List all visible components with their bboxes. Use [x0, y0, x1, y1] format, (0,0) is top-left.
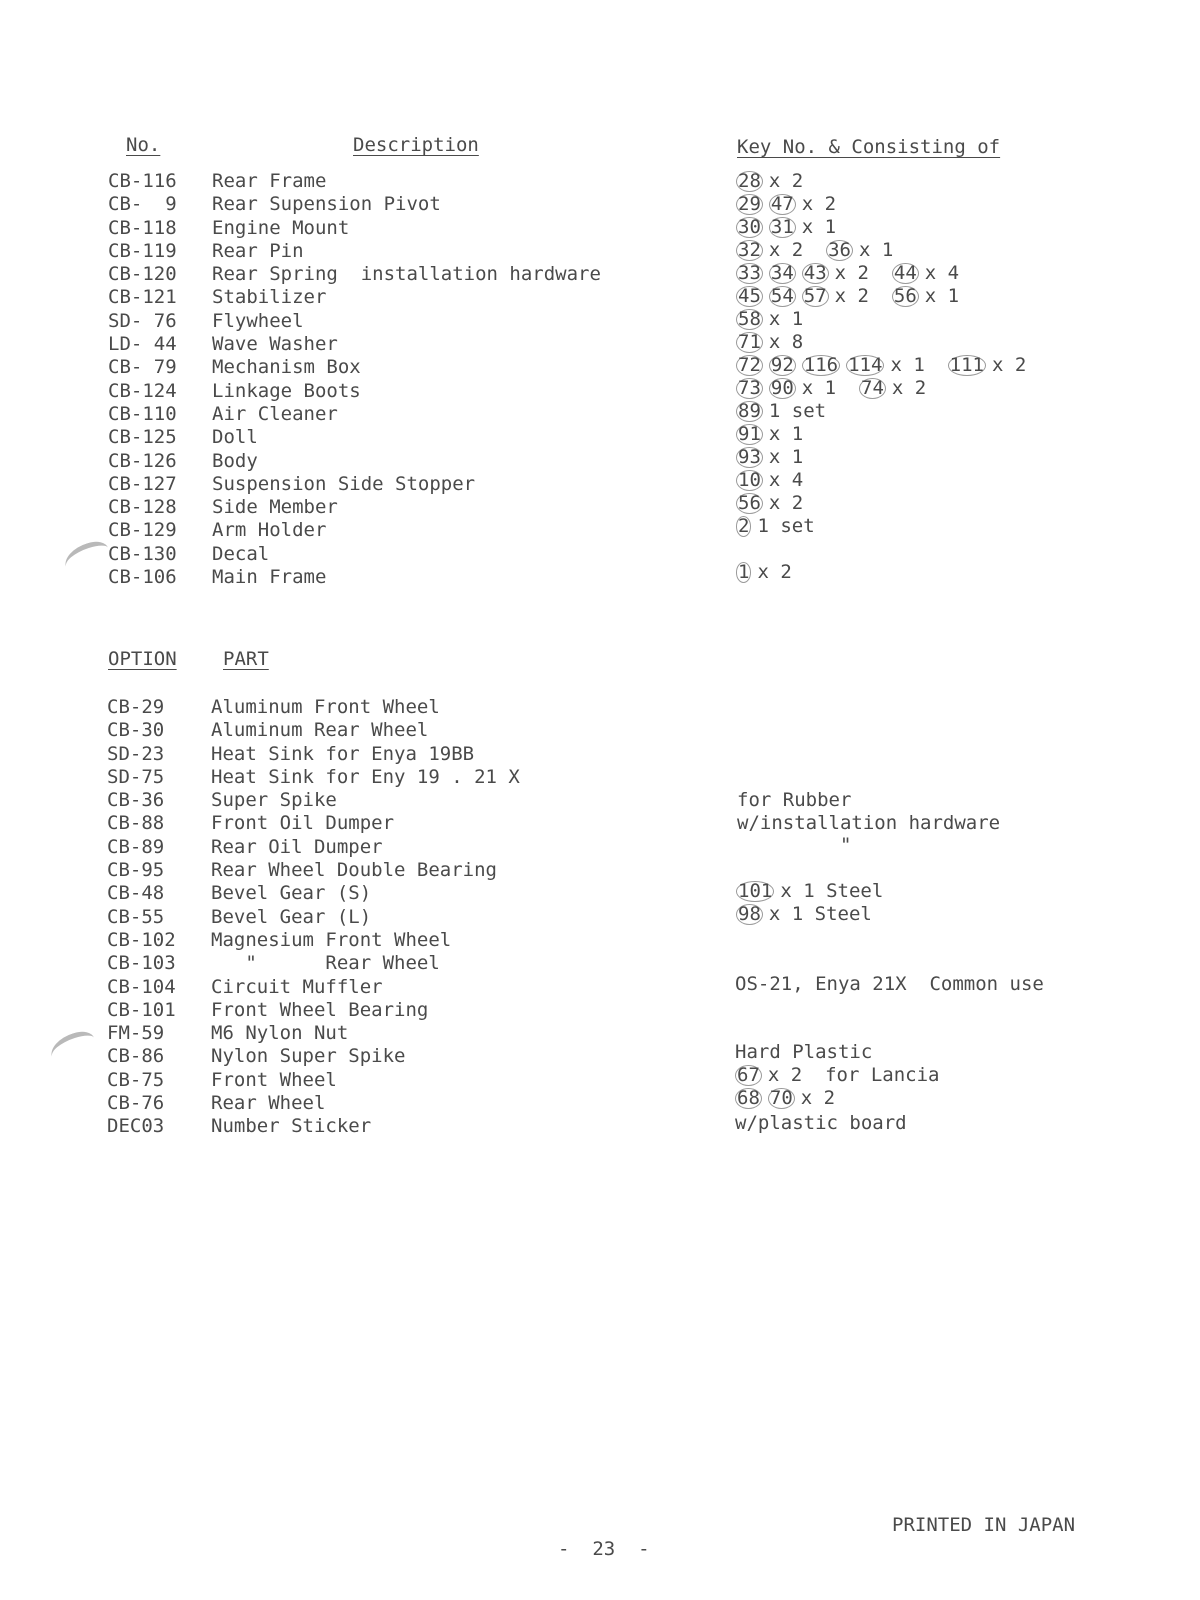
note-text: x 2 [800, 1087, 836, 1109]
key-quantity: x 2 [991, 354, 1027, 376]
key-entry [736, 423, 803, 446]
key-entry [736, 469, 803, 492]
part-number: CB- 79 [108, 356, 177, 379]
part-number: CB-89 [107, 835, 165, 858]
part-number: CB-48 [107, 882, 165, 905]
part-description: Heat Sink for Eny 19 . 21 X [211, 765, 520, 788]
key-number: 56 [893, 285, 917, 307]
key-number: 54 [770, 285, 794, 307]
part-description: Mechanism Box [212, 356, 361, 379]
part-number: SD-75 [107, 765, 165, 788]
note-text: Hard Plastic [735, 1041, 873, 1063]
key-quantity: x 4 [924, 262, 960, 284]
part-description: Bevel Gear (S) [211, 882, 372, 905]
part-number: SD- 76 [108, 309, 177, 332]
part-description: Super Spike [211, 789, 337, 812]
key-quantity: x 2 [834, 285, 869, 307]
key-entry [735, 1087, 835, 1110]
key-entry [736, 561, 792, 584]
key-number: 57 [803, 285, 827, 307]
part-number: CB-119 [108, 239, 177, 262]
key-number: 93 [738, 446, 761, 468]
key-number: 116 [803, 354, 839, 376]
part-description: Body [212, 449, 258, 472]
part-number: CB-76 [107, 1092, 165, 1115]
part-number: CB-102 [107, 928, 176, 951]
part-description: Stabilizer [212, 286, 327, 309]
part-description: Front Wheel [211, 1068, 337, 1091]
key-entry [736, 193, 836, 216]
note-text: x 2 for Lancia [767, 1064, 940, 1086]
part-number: CB-118 [108, 216, 177, 239]
key-number: 111 [949, 354, 984, 376]
note-text: w/installation hardware [737, 812, 1001, 834]
part-number: FM-59 [107, 1022, 165, 1045]
part-description: Suspension Side Stopper [212, 472, 476, 495]
part-number: CB-120 [108, 263, 177, 286]
page-number: - 23 - [558, 1538, 650, 1560]
key-number: 89 [738, 400, 761, 422]
key-number: 33 [738, 262, 761, 284]
part-description: Rear Wheel [211, 1092, 326, 1115]
note-text: w/plastic board [735, 1112, 907, 1134]
part-number: CB-121 [108, 286, 177, 309]
part-description: Linkage Boots [212, 379, 361, 402]
part-number: CB-129 [108, 519, 177, 542]
key-number: 71 [738, 331, 761, 353]
key-number: 74 [861, 377, 884, 399]
part-number: CB-103 [107, 952, 176, 975]
part-number: CB-30 [107, 719, 165, 742]
key-entry [736, 308, 803, 331]
key-quantity: x 2 [757, 561, 792, 583]
page-smudge [61, 538, 113, 578]
key-number: 43 [803, 262, 827, 284]
part-description: " Rear Wheel [211, 952, 440, 975]
key-quantity: x 2 [834, 262, 869, 284]
key-quantity: x 8 [768, 331, 804, 353]
key-number: 29 [738, 193, 761, 215]
key-entry [736, 903, 872, 926]
key-quantity: 1 set [768, 400, 827, 422]
note-text: for Rubber [737, 789, 852, 811]
key-quantity: x 1 [924, 285, 960, 307]
part-number: DEC03 [107, 1115, 165, 1138]
part-description: Side Member [212, 496, 338, 519]
key-number: 91 [738, 423, 761, 445]
part-description: Circuit Muffler [211, 975, 383, 998]
key-quantity: x 1 [768, 446, 804, 468]
key-entry [736, 239, 893, 262]
part-description: Front Wheel Bearing [211, 998, 429, 1021]
part-description: Rear Spring installation hardware [212, 263, 601, 286]
part-description: Flywheel [212, 309, 304, 332]
part-number: CB-124 [108, 379, 177, 402]
key-number: 10 [738, 469, 761, 491]
part-description: Rear Pin [212, 239, 304, 262]
key-number: 72 [738, 354, 761, 376]
key-number: 34 [770, 262, 794, 284]
key-number: 98 [738, 903, 761, 925]
page-smudge [47, 1028, 99, 1068]
key-quantity: x 2 [768, 492, 804, 514]
column-header-description: Description [353, 134, 479, 156]
key-quantity: x 1 [801, 216, 837, 238]
key-number: 47 [770, 193, 794, 215]
part-description: Main Frame [212, 566, 327, 589]
note-text: OS-21, Enya 21X Common use [735, 973, 1044, 995]
column-header-no: No. [126, 134, 161, 156]
key-entry [736, 170, 803, 193]
part-description: Heat Sink for Enya 19BB [211, 742, 475, 765]
note-text: x 1 Steel [768, 903, 872, 925]
key-quantity: x 1 [890, 354, 925, 376]
key-quantity: x 1 [801, 377, 837, 399]
key-entry [736, 446, 803, 469]
part-description: Doll [212, 426, 258, 449]
part-description: Engine Mount [212, 216, 350, 239]
key-quantity: x 2 [768, 170, 804, 192]
key-entry [735, 1064, 939, 1087]
part-number: SD-23 [107, 742, 165, 765]
key-number: 101 [738, 880, 773, 902]
part-description: Magnesium Front Wheel [211, 928, 452, 951]
key-quantity: x 1 [859, 239, 894, 261]
part-description: Aluminum Front Wheel [211, 696, 440, 718]
key-number: 32 [738, 239, 761, 261]
key-number: 44 [893, 262, 917, 284]
part-description: Rear Wheel Double Bearing [211, 859, 497, 882]
option-label: OPTION [108, 648, 177, 670]
key-quantity: x 2 [801, 193, 837, 215]
key-number: 70 [769, 1087, 793, 1109]
part-description: Arm Holder [212, 519, 327, 542]
part-description: Rear Oil Dumper [211, 835, 383, 858]
part-number: CB-127 [108, 472, 177, 495]
key-quantity: x 1 [768, 308, 804, 330]
part-number: LD- 44 [108, 333, 177, 356]
part-number: CB-29 [107, 696, 165, 718]
key-quantity: x 2 [768, 239, 804, 261]
part-description: Aluminum Rear Wheel [211, 719, 429, 742]
key-number: 31 [770, 216, 794, 238]
key-number: 2 [738, 515, 750, 537]
part-description: Number Sticker [211, 1115, 372, 1138]
part-description: Decal [212, 542, 270, 565]
part-description: Bevel Gear (L) [211, 905, 372, 928]
key-number: 28 [738, 170, 761, 192]
part-number: CB-101 [107, 998, 176, 1021]
part-description: Rear Supension Pivot [212, 193, 441, 216]
part-number: CB-116 [108, 170, 177, 192]
part-description: Wave Washer [212, 333, 338, 356]
part-number: CB-75 [107, 1068, 165, 1091]
key-number: 68 [737, 1087, 760, 1109]
part-number: CB-125 [108, 426, 177, 449]
key-number: 92 [770, 354, 794, 376]
part-label: PART [223, 648, 269, 670]
printed-in-japan: PRINTED IN JAPAN [892, 1514, 1076, 1536]
key-entry [736, 262, 959, 285]
key-number: 30 [738, 216, 761, 238]
part-number: CB-130 [108, 542, 177, 565]
part-number: CB-126 [108, 449, 177, 472]
part-number: CB-36 [107, 789, 165, 812]
key-entry [736, 515, 815, 538]
key-entry [736, 331, 803, 354]
key-number: 56 [738, 492, 761, 514]
part-description: Front Oil Dumper [211, 812, 395, 835]
key-entry [736, 216, 836, 239]
part-number: CB-88 [107, 812, 165, 835]
part-number: CB-104 [107, 975, 176, 998]
part-number: CB-106 [108, 566, 177, 589]
key-number: 45 [738, 285, 761, 307]
key-number: 67 [737, 1064, 760, 1086]
part-description: M6 Nylon Nut [211, 1022, 349, 1045]
part-number: CB-110 [108, 402, 177, 425]
part-number: CB- 9 [108, 193, 177, 216]
key-number: 1 [738, 561, 750, 583]
part-description: Rear Frame [212, 170, 327, 192]
column-header-key: Key No. & Consisting of [737, 136, 1001, 158]
key-quantity: x 4 [768, 469, 804, 491]
key-entry [736, 354, 1026, 377]
part-description: Nylon Super Spike [211, 1045, 406, 1068]
key-quantity: x 1 [768, 423, 804, 445]
key-number: 36 [828, 239, 851, 261]
key-number: 114 [848, 354, 883, 376]
part-description: Air Cleaner [212, 402, 338, 425]
key-entry [736, 880, 883, 903]
part-number: CB-86 [107, 1045, 165, 1068]
key-number: 90 [770, 377, 794, 399]
key-entry [736, 377, 926, 400]
key-quantity: 1 set [757, 515, 815, 537]
key-quantity: x 2 [891, 377, 927, 399]
part-number: CB-128 [108, 496, 177, 519]
key-number: 58 [738, 308, 761, 330]
ditto-mark: " [840, 834, 852, 856]
key-entry [736, 285, 959, 308]
key-number: 73 [738, 377, 761, 399]
key-entry [736, 400, 826, 423]
part-number: CB-95 [107, 859, 165, 882]
part-number: CB-55 [107, 905, 165, 928]
key-entry [736, 492, 803, 515]
note-text: x 1 Steel [780, 880, 884, 902]
